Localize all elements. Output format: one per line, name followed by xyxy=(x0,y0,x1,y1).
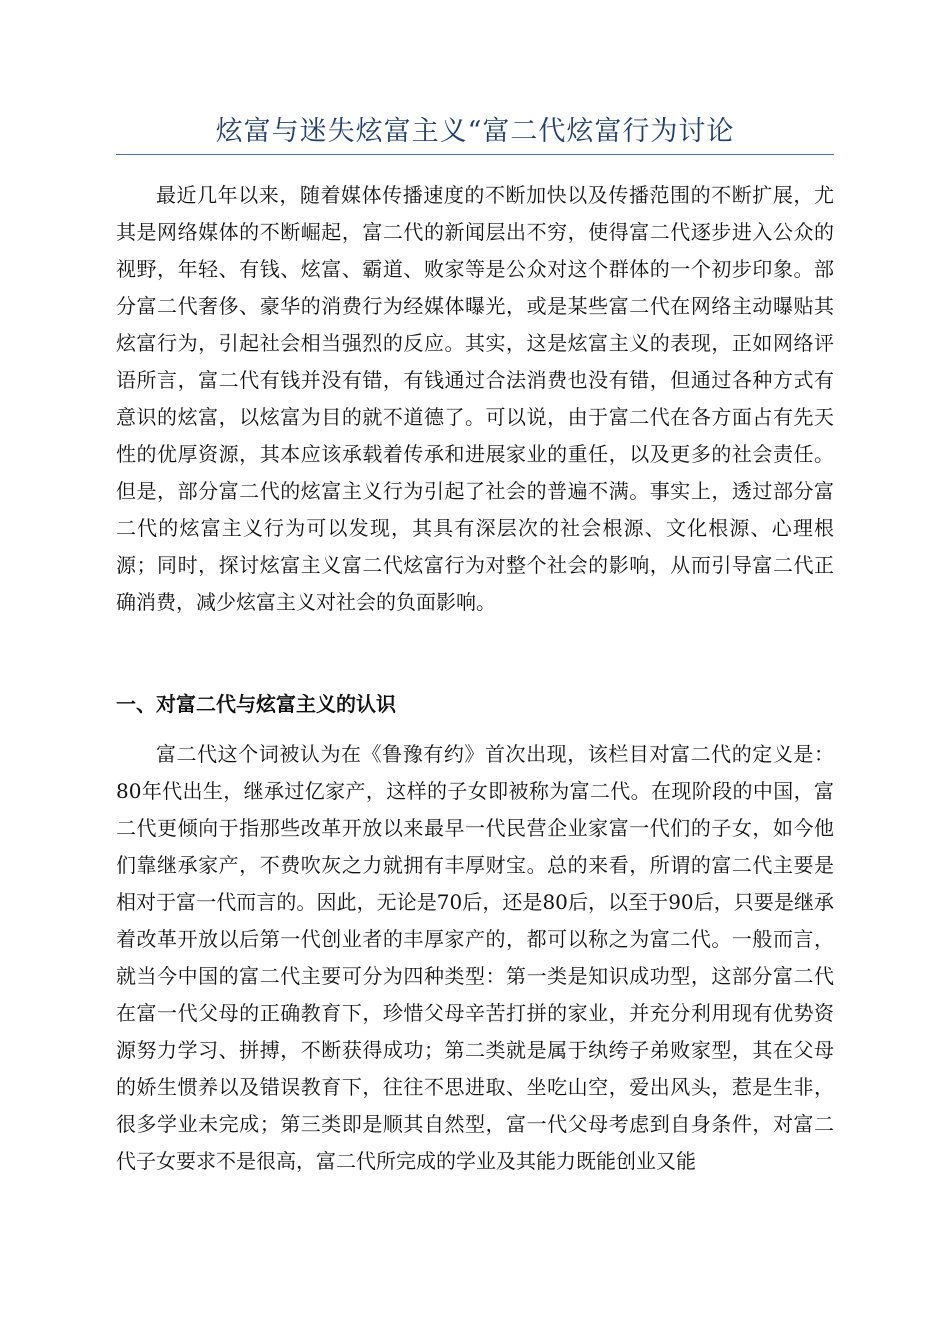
document-title: 炫富与迷失炫富主义“富二代炫富行为讨论 xyxy=(215,116,735,147)
section-paragraph: 富二代这个词被认为在《鲁豫有约》首次出现，该栏目对富二代的定义是：80年代出生，继承过亿家产，这样的子女即被称为富二代。在现阶段的中国，富二代更倾向于指那些改革开放以来最早一代民营企业家富一代们的子女，如今他们靠继承家产，不费吹灰之力就拥有丰厚财宝。总的来看，所谓的富二代主要是相对于富一代而言的。因此，无论是70后，还是80后，以至于90后，只要是继承着改革开放以后第一代创业者的丰厚家产的，都可以称之为富二代。一般而言，就当今中国的富二代主要可分为四种类型：第一类是知识成功型，这部分富二代在富一代父母的正确教育下，珍惜父母辛苦打拼的家业，并充分利用现有优势资源努力学习、拼搏，不断获得成功；第二类就是属于纨绔子弟败家型，其在父母的娇生惯养以及错误教育下，往往不思进取、坐吃山空，爱出风头，惹是生非，很多学业未完成；第三类即是顺其自然型，富一代父母考虑到自身条件，对富二代子女要求不是很高，富二代所完成的学业及其能力既能创业又能 xyxy=(116,742,834,1173)
title-underline xyxy=(116,154,834,155)
section-heading: 一、对富二代与炫富主义的认识 xyxy=(116,692,396,716)
intro-paragraph: 最近几年以来，随着媒体传播速度的不断加快以及传播范围的不断扩展，尤其是网络媒体的不断崛起，富二代的新闻层出不穷，使得富二代逐步进入公众的视野，年轻、有钱、炫富、霸道、败家等是公众对这个群体的一个初步印象。部分富二代奢侈、豪华的消费行为经媒体曝光，或是某些富二代在网络主动曝贴其炫富行为，引起社会相当强烈的反应。其实，这是炫富主义的表现，正如网络评语所言，富二代有钱并没有错，有钱通过合法消费也没有错，但通过各种方式有意识的炫富，以炫富为目的就不道德了。可以说，由于富二代在各方面占有先天性的优厚资源，其本应该承载着传承和进展家业的重任，以及更多的社会责任。但是，部分富二代的炫富主义行为引起了社会的普遍不满。事实上，透过部分富二代的炫富主义行为可以发现，其具有深层次的社会根源、文化根源、心理根源；同时，探讨炫富主义富二代炫富行为对整个社会的影响，从而引导富二代正确消费，减少炫富主义对社会的负面影响。 xyxy=(116,183,834,614)
